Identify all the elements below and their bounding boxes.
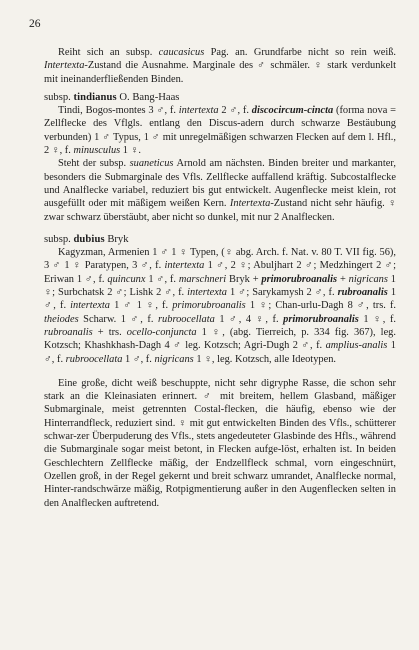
dubius-material-paragraph: Kagyzman, Armenien 1 ♂ 1 ♀ Typen, (♀ abg. Arch. f. Nat. v. 80 T. VII fig. 56), 3 ♂ 1 ♀ Paratypen, 3 ♂, f. intertexta 1 ♂, 2 ♀; Abuljhart 2 ♂; Medzhingert 2 ♂; Eriwan 1 ♂, f. quincunx 1 ♂, f. marschneri Bryk + primorubroanalis + nigricans 1 ♀; Surbchatsk 2 ♂; Lishk 2 ♂, f. intertexta 1 ♂; Sarykamysh 2 ♂, f. rubroanalis 1 ♂, f. intertexta 1 ♂ 1 ♀, f. primorubroanalis 1 ♀; Chan-urlu-Dagh 8 ♂, trs. f. theiodes Scharw. 1 ♂, f. rubroocellata 1 ♂, 4 ♀, f. primorubroanalis 1 ♀, f. rubroanalis + trs. ocello-conjuncta 1 ♀, (abg. Tierreich, p. 334 fig. 367), leg. Kotzsch; Khashkhash-Dagh 4 ♂ leg. Kotzsch; Agri-Dugh 2 ♂, f. amplius-analis 1 ♂, f. rubroocellata 1 ♂, f. nigricans 1 ♀, leg. Kotzsch, alle Ideotypen. xyxy=(44,247,397,365)
tindianus-description-paragraph: Steht der subsp. suaneticus Arnold am nächsten. Binden breiter und markanter, besonders die Submarginale des Vfls. Zellflecke auffallend kräftig. Subcostalflecke und Analflecke variabel, reduziert bis gut entwickelt. Augenflecke meist klein, rot ausgefüllt oder mit mäßigem weißen Kern. Intertexta-Zustand nicht sehr häufig. ♀ zwar schwarz überstäubt, aber nicht so dunkel, mit nur 2 Analflecken. xyxy=(44,158,396,223)
subspecies-heading-dubius: subsp. dubius Bryk xyxy=(44,233,129,245)
intro-paragraph: Reiht sich an subsp. caucasicus Pag. an. Grundfarbe nicht so rein weiß. Intertexta-Zustand die Ausnahme. Marginale des ♂ schmäler. ♀ stark verdunkelt mit ineinanderfließenden Binden. xyxy=(44,47,396,85)
body-text xyxy=(44,46,396,510)
page-number: 26 xyxy=(29,18,41,30)
dubius-description-paragraph: Eine große, dicht weiß beschuppte, nicht sehr digryphe Rasse, die schon sehr stark an die Kleinasiaten erinnert. ♂ mit breitem, hellem Glasband, mäßiger Submarginale, meist getrennten Costal-flecken, die häufig, ebenso wie der Hinterrandfleck, reduziert sind. ♀ mit gut entwickelten Binden des Vfls., schütterer schwar-zer Überpuderung des Vfls., stets angedeuteter Glasbinde des Hfls., während die Submarginale sogar meist betont, in Flecken aufge-löst, erhalten ist. In beiden Geschlechtern Zellflecke mäßig, der Endzellfleck schmal, vorn eingeschnürt, Ozellen groß, in der Regel gekernt und breit schwarz umrandet, Analflecke normal, Hinter-randschwärze mäßig, Rotpigmentierung außer in den Augenflecken selten in den Analflecken auftretend. xyxy=(44,377,396,509)
subspecies-heading-tindianus: subsp. tindianus O. Bang-Haas xyxy=(44,91,180,103)
tindianus-material-paragraph: Tindi, Bogos-montes 3 ♂, f. intertexta 2 ♂, f. discocircum-cincta (forma nova = Zellflecke des Vflgls. entlang den Discus-adern durch schwarze Bestäubung verbunden) 1 ♂ Typus, 1 ♂ mit unregelmäßigen schwarzen Flecken auf dem l. Hfl., 2 ♀, f. minusculus 1 ♀. xyxy=(44,105,396,157)
